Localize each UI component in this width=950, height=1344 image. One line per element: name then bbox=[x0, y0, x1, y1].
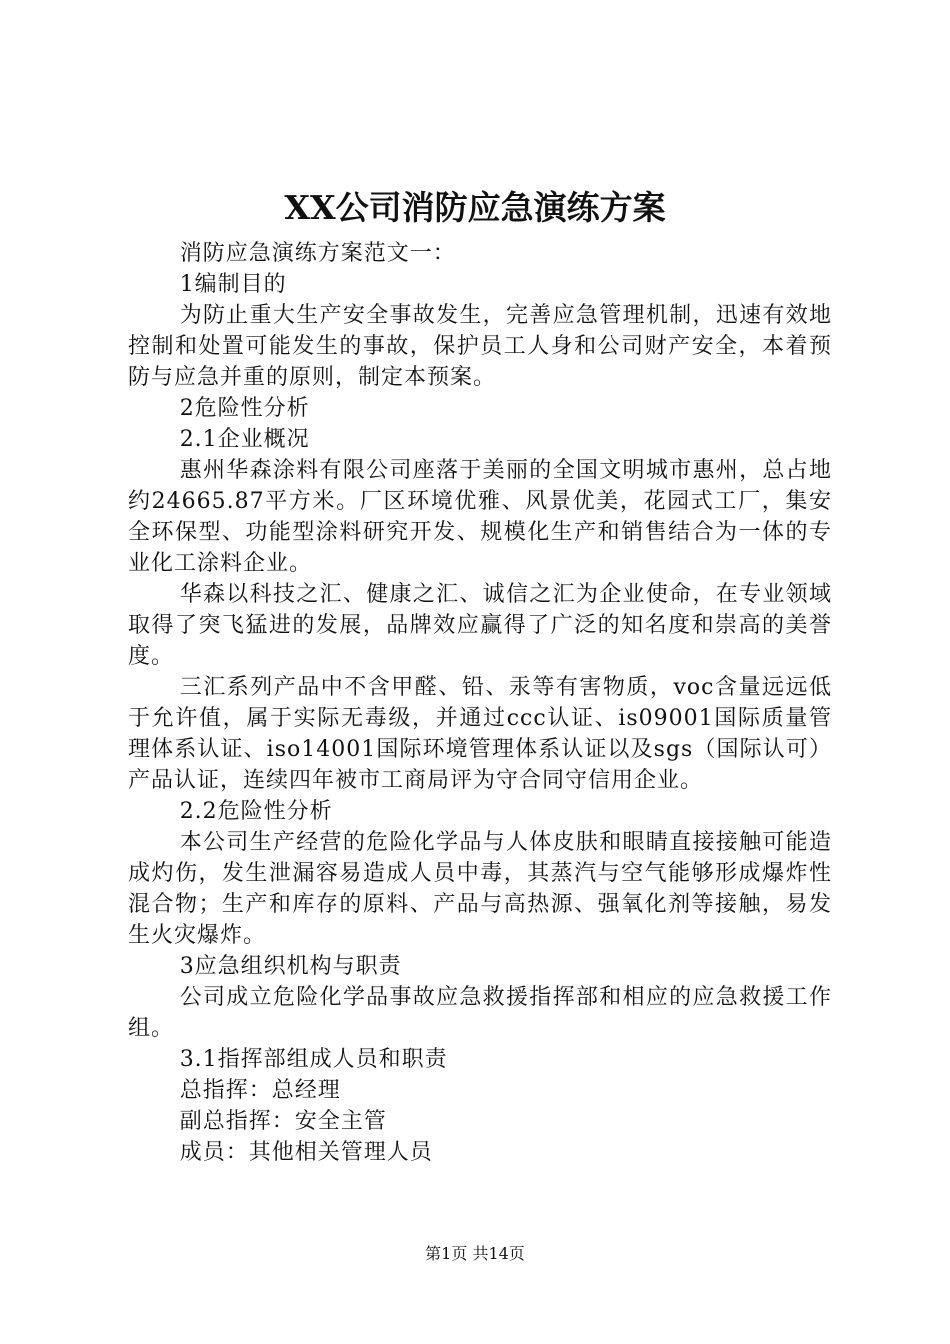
paragraph-purpose: 为防止重大生产安全事故发生，完善应急管理机制，迅速有效地控制和处置可能发生的事故，保护员工人身和公司财产安全，本着预防与应急并重的原则，制定本预案。 bbox=[128, 303, 832, 390]
paragraph-chief-commander: 总指挥：总经理 bbox=[179, 1078, 341, 1103]
heading-3-emergency-organization: 3应急组织机构与职责 bbox=[179, 954, 402, 979]
paragraph-emergency-organization: 公司成立危险化学品事故应急救援指挥部和相应的应急救援工作组。 bbox=[128, 985, 832, 1041]
paragraph-company-overview-3: 三汇系列产品中不含甲醛、铅、汞等有害物质，voc含量远远低于允许值，属于实际无毒级，并通过ccc认证、is09001国际质量管理体系认证、iso14001国际环境管理体系认证以及sgs（国际认可）产品认证，连续四年被市工商局评为守合同守信用企业。 bbox=[128, 675, 832, 793]
paragraph-members: 成员：其他相关管理人员 bbox=[179, 1140, 433, 1165]
paragraph-risk-analysis: 本公司生产经营的危险化学品与人体皮肤和眼睛直接接触可能造成灼伤，发生泄漏容易造成人员中毒，其蒸汽与空气能够形成爆炸性混合物；生产和库存的原料、产品与高热源、强氧化剂等接触，易发生火灾爆炸。 bbox=[128, 830, 832, 948]
paragraph-deputy-commander: 副总指挥：安全主管 bbox=[179, 1109, 387, 1134]
document-title: XX公司消防应急演练方案 bbox=[284, 188, 666, 227]
heading-2-risk-analysis: 2危险性分析 bbox=[179, 396, 310, 421]
document-body bbox=[128, 238, 832, 1168]
paragraph-company-overview-1: 惠州华森涂料有限公司座落于美丽的全国文明城市惠州，总占地约24665.87平方米。厂区环境优雅、风景优美，花园式工厂，集安全环保型、功能型涂料研究开发、规模化生产和销售结合为一体的专业化工涂料企业。 bbox=[128, 458, 832, 576]
heading-1-purpose: 1编制目的 bbox=[179, 272, 287, 297]
page-number-footer: 第1页 共14页 bbox=[425, 1244, 525, 1263]
heading-3-1-command-members: 3.1指挥部组成人员和职责 bbox=[179, 1047, 448, 1072]
paragraph-intro: 消防应急演练方案范文一： bbox=[179, 241, 456, 266]
heading-2-1-company-overview: 2.1企业概况 bbox=[179, 427, 310, 452]
heading-2-2-risk-analysis: 2.2危险性分析 bbox=[179, 799, 333, 824]
paragraph-company-overview-2: 华森以科技之汇、健康之汇、诚信之汇为企业使命，在专业领域取得了突飞猛进的发展，品牌效应赢得了广泛的知名度和崇高的美誉度。 bbox=[128, 582, 832, 669]
